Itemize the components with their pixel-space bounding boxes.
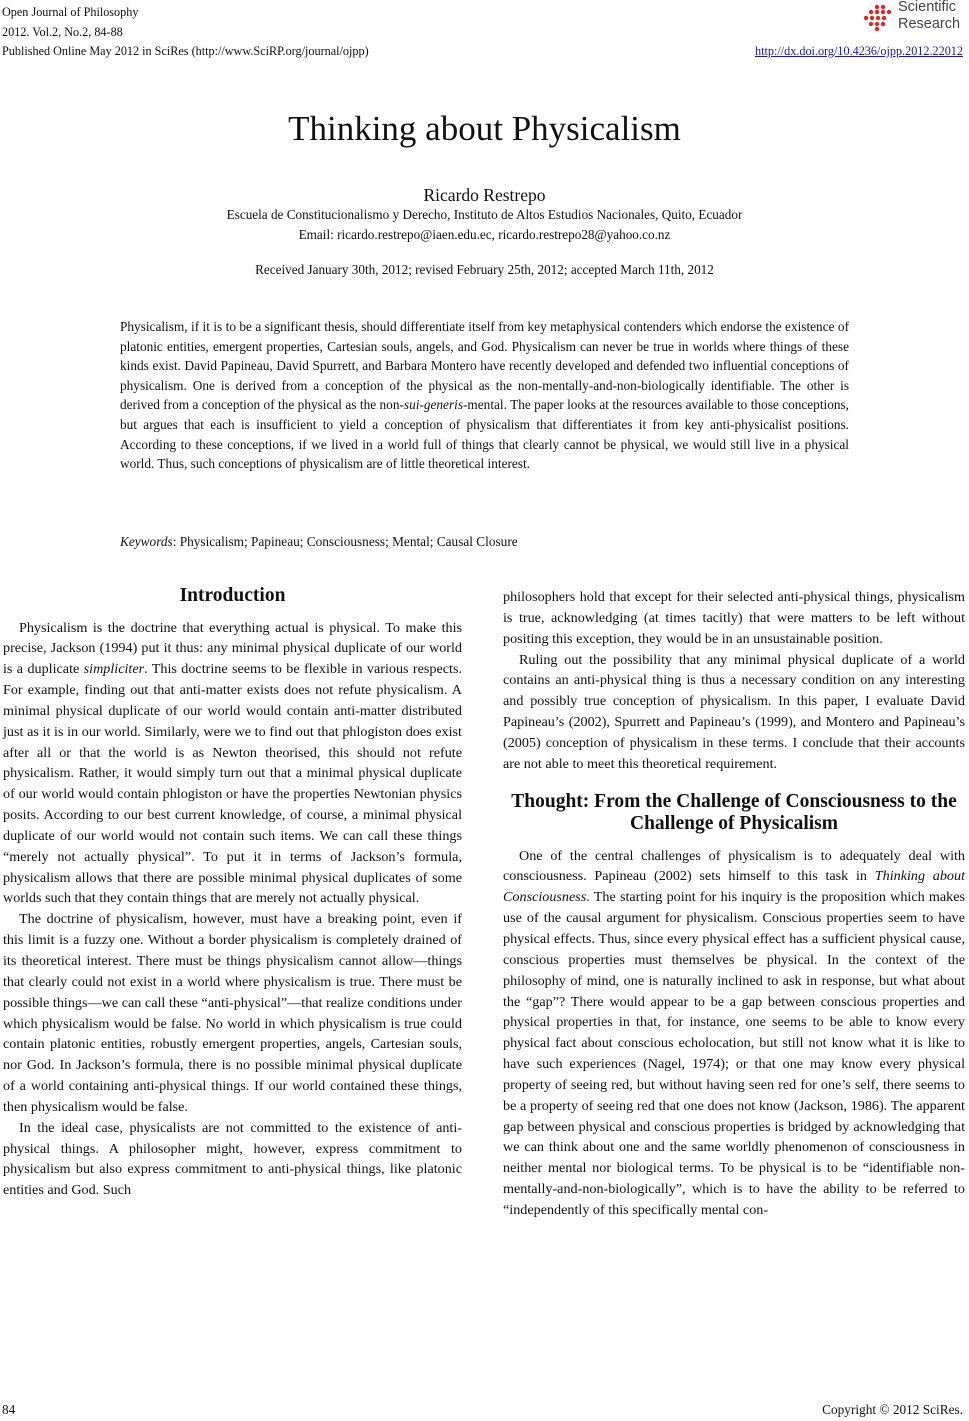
thought-paragraph-1	[503, 846, 965, 1221]
logo-dots-icon	[863, 4, 895, 32]
intro-paragraph-3-continued: philosophers hold that except for their selected anti-physical things, physicalism is true, acknowledging (at times tacitly) that were matters to be left without positing this exception, they would be in an unsustainable position.	[503, 589, 965, 647]
thought-heading: Thought: From the Challenge of Consciousness to the Challenge of Physicalism	[511, 790, 957, 835]
keywords-label: Keywords	[120, 534, 173, 549]
introduction-heading: Introduction	[179, 585, 286, 606]
received-dates: Received January 30th, 2012; revised February 25th, 2012; accepted March 11th, 2012	[255, 262, 714, 277]
abstract	[120, 317, 849, 474]
scientific-research-logo	[863, 0, 963, 40]
p1-italic: simpliciter	[83, 661, 145, 678]
abstract-text-2: -mental. The paper looks at the resources available to those conceptions, but argues that each is insufficient to yield a conception of physicalism that differentiates it from key anti-physicalist positions. According to these conceptions, if we lived in a world full of things that clearly cannot be physical, we would still live in a physical world. Thus, such conceptions of physicalism are of little theoretical interest.	[120, 397, 850, 472]
journal-name: Open Journal of Philosophy	[2, 5, 139, 19]
keywords-list: : Physicalism; Papineau; Consciousness; Mental; Causal Closure	[172, 534, 518, 549]
p5-text-a: One of the central challenges of physicalism is to adequately deal with consciousness. Papineau (2002) sets himself to this task in	[503, 847, 965, 885]
abstract-text-1: Physicalism, if it is to be a significant thesis, should differentiate itself from key metaphysical contenders which endorse the existence of platonic entities, emergent properties, Cartesian souls, angels, and God. Physicalism can never be true in worlds where things of these kinds exist. David Papineau, David Spurrett, and Barbara Montero have recently developed and defended two influential conceptions of physicalism. One is derived from a conception of the physical as the non-mentally-and-non-biologically identifiable. The other is derived from a conception of the physical as the non-	[120, 319, 849, 413]
p1-text-b: . This doctrine seems to be flexible in various respects. For example, finding out that anti-matter exists does not refute physicalism. A minimal physical duplicate of our world would contain anti-matter distributed just as it is in our world. Similarly, were we to find out that phlogiston does exist after all or that the world is as Newton theorised, this should not refute physicalism. Rather, it would simply turn out that a minimal physical duplicate of our world would contain phlogiston or have the properties Newtonian physics posits. According to our best current knowledge, of course, a minimal physical duplicate of our world would not contain such items. We can call these things “merely not actually physical”. To put it in terms of Jackson’s formula, physicalism allows that there are possible minimal physical duplicates of some worlds such that they contain things that are merely not actually physical.	[3, 661, 462, 907]
copyright: Copyright © 2012 SciRes.	[822, 1402, 963, 1417]
journal-volume: 2012. Vol.2, No.2, 84-88	[2, 25, 123, 39]
publication-info: Published Online May 2012 in SciRes (http://www.SciRP.org/journal/ojpp)	[2, 44, 369, 58]
intro-paragraph-1	[3, 618, 462, 910]
logo-text-research: Research	[898, 16, 961, 32]
author-email: Email: ricardo.restrepo@iaen.edu.ec, ricardo.restrepo28@yahoo.co.nz	[298, 227, 671, 242]
page-number: 84	[2, 1402, 16, 1417]
p1-text-a: Physicalism is the doctrine that everything actual is physical. To make this precise, Jackson (1994) put it thus: any minimal physical duplicate of our world is a duplicate	[3, 619, 462, 678]
logo-text-scientific: Scientific	[898, 0, 957, 15]
intro-paragraph-4: Ruling out the possibility that any minimal physical duplicate of a world contains an anti-physical thing is thus a necessary condition on any interesting and possibly true conception of physicalism. In this paper, I evaluate David Papineau’s (2002), Spurrett and Papineau’s (1999), and Montero and Papineau’s (2005) conception of physicalism in these terms. I conclude that their accounts are not able to meet this theoretical requirement.	[503, 651, 965, 772]
paper-title: Thinking about Physicalism	[288, 109, 681, 148]
p5-italic: Thinking about Consciousness	[503, 868, 966, 906]
intro-paragraph-2: The doctrine of physicalism, however, must have a breaking point, even if this limit is a fuzzy one. Without a border physicalism is completely drained of its theoretical interest. There must be things physicalism cannot allow—things that clearly could not exist in a world where physicalism is true. There must be possible things—we can call these “anti-physical”—that realize conditions under which physicalism would be false. No world in which physicalism is true could contain platonic entities, robustly emergent properties, angels, Cartesian souls, nor God. In Jackson’s formula, there is no possible minimal physical duplicate of a world containing anti-physical things. If our world contained these things, then physicalism would be false.	[3, 911, 462, 1115]
p5-text-b: . The starting point for his inquiry is the proposition which makes use of the causal argument for physicalism. Conscious properties seem to have physical effects. Thus, since every physical effect has a sufficient physical cause, conscious properties must themselves be physical. In the context of the philosophy of mind, one is naturally inclined to ask in response, but what about the “gap”? There would appear to be a gap between conscious properties and physical properties in that, for instance, one seems to be able to know every physical fact about conscious echolocation, but still not know what it is like to have such experiences (Nagel, 1974); or that one may know every physical property of seeing red, but without having seen red for one’s self, there seems to be a property of seeing red that one does not know (Jackson, 1986). The apparent gap between physical and conscious properties is bridged by acknowledging that we can think about one and the same worldly phenomenon of consciousness in neither mental nor biological terms. To be physical is to be “identifiable non-mentally-and-non-biologically”, which is to have the ability to be referred to “independently of this specifically mental con-	[503, 889, 965, 1218]
right-column	[503, 587, 965, 1221]
author-name: Ricardo Restrepo	[423, 185, 546, 205]
affiliation: Escuela de Constitucionalismo y Derecho, Instituto de Altos Estudios Nacionales, Quito, Ecuador	[226, 207, 743, 222]
left-column	[3, 585, 462, 1201]
abstract-italic: sui-generis	[403, 397, 463, 413]
intro-paragraph-3: In the ideal case, physicalists are not committed to the existence of anti-physical things. A philosopher might, however, express commitment to physicalism but also express commitment to anti-physical things, like platonic entities and God. Such	[3, 1119, 462, 1199]
keywords	[120, 532, 849, 552]
doi-link[interactable]: http://dx.doi.org/10.4236/ojpp.2012.22012	[755, 44, 963, 58]
